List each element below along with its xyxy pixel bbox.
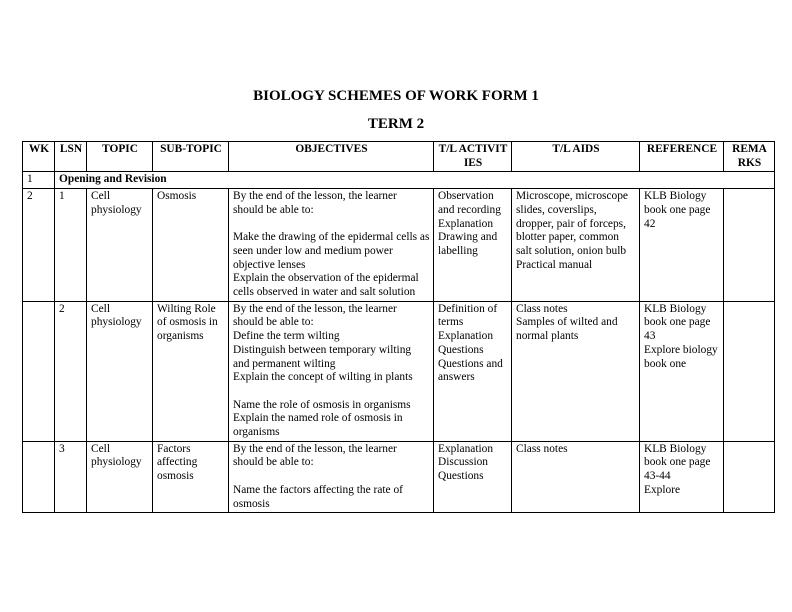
reference-item: Explore <box>644 483 681 496</box>
header-remarks: REMARKS <box>724 142 775 172</box>
activity-item: Definition of terms <box>438 302 498 329</box>
header-reference: REFERENCE <box>640 142 724 172</box>
activity-item: Explanation <box>438 217 494 230</box>
cell-wk: 1 <box>23 172 55 189</box>
cell-activities <box>434 301 512 441</box>
scheme-of-work-table <box>22 141 775 513</box>
cell-reference <box>640 301 724 441</box>
cell-opening-revision: Opening and Revision <box>55 172 775 189</box>
activity-item: Questions and answers <box>438 357 503 384</box>
aid-item: Samples of wilted and normal plants <box>516 316 618 343</box>
cell-objectives <box>229 441 434 513</box>
objective-item: Distinguish between temporary wilting and permanent wilting <box>233 343 412 370</box>
cell-remarks <box>724 441 775 513</box>
objective-item: Name the factors affecting the rate of osmosis <box>233 483 403 510</box>
cell-lsn: 3 <box>55 441 87 513</box>
cell-lsn: 1 <box>55 189 87 302</box>
cell-aids <box>512 189 640 302</box>
cell-aids <box>512 301 640 441</box>
header-wk: WK <box>23 142 55 172</box>
cell-subtopic: Wilting Role of osmosis in organisms <box>153 301 229 441</box>
cell-objectives <box>229 301 434 441</box>
reference-item: KLB Biology book one page 43-44 <box>644 442 711 483</box>
table-row-opening <box>23 172 775 189</box>
document-title: BIOLOGY SCHEMES OF WORK FORM 1 <box>253 88 539 104</box>
cell-topic: Cell physiology <box>87 441 153 513</box>
objective-item: Explain the observation of the epidermal cells observed in water and salt solution <box>233 272 419 299</box>
objective-intro: By the end of the lesson, the learner should be able to: <box>233 442 397 469</box>
cell-remarks <box>724 189 775 302</box>
header-activities: T/L ACTIVITIES <box>434 142 512 172</box>
activity-item: Observation and recording <box>438 190 501 216</box>
cell-objectives <box>229 189 434 302</box>
activity-item: Explanation <box>438 330 494 343</box>
cell-subtopic: Osmosis <box>153 189 229 302</box>
activity-item: Discussion <box>438 456 488 469</box>
aid-item: Class notes <box>516 302 568 315</box>
table-row <box>23 441 775 513</box>
cell-subtopic: Factors affecting osmosis <box>153 441 229 513</box>
aid-item: Class notes <box>516 442 568 455</box>
activity-item: Drawing and labelling <box>438 231 498 257</box>
cell-activities <box>434 189 512 302</box>
cell-topic: Cell physiology <box>87 189 153 302</box>
objective-item: Explain the concept of wilting in plants <box>233 371 413 384</box>
activity-item: Explanation <box>438 442 494 455</box>
reference-item: Explore biology book one <box>644 343 718 370</box>
cell-topic: Cell physiology <box>87 301 153 441</box>
cell-wk: 2 <box>23 189 55 302</box>
header-subtopic: SUB-TOPIC <box>153 142 229 172</box>
aid-item: Practical manual <box>516 258 593 271</box>
term-heading: TERM 2 <box>367 116 425 132</box>
table-row <box>23 301 775 441</box>
cell-aids <box>512 441 640 513</box>
cell-remarks <box>724 301 775 441</box>
cell-reference: KLB Biology book one page 42 <box>640 189 724 302</box>
reference-item: KLB Biology book one page 43 <box>644 302 711 343</box>
activity-item: Questions <box>438 470 484 483</box>
header-aids: T/L AIDS <box>512 142 640 172</box>
cell-activities <box>434 441 512 513</box>
objective-item: Name the role of osmosis in organisms <box>233 398 411 411</box>
table-row <box>23 189 775 302</box>
cell-wk <box>23 441 55 513</box>
cell-reference <box>640 441 724 513</box>
header-topic: TOPIC <box>87 142 153 172</box>
activity-item: Questions <box>438 343 484 356</box>
table-header-row <box>23 142 775 172</box>
objective-item: Define the term wilting <box>233 330 340 343</box>
header-lsn: LSN <box>55 142 87 172</box>
objective-intro: By the end of the lesson, the learner should be able to: <box>233 302 397 329</box>
cell-lsn: 2 <box>55 301 87 441</box>
objective-intro: By the end of the lesson, the learner should be able to: <box>233 190 397 216</box>
aid-item: Microscope, microscope slides, coverslips, dropper, pair of forceps, blotter paper, common salt solution, onion bulb <box>516 190 628 257</box>
objective-item: Make the drawing of the epidermal cells as seen under low and medium power objective lenses <box>233 231 430 271</box>
cell-wk <box>23 301 55 441</box>
objective-item: Explain the named role of osmosis in organisms <box>233 412 403 439</box>
header-objectives: OBJECTIVES <box>229 142 434 172</box>
